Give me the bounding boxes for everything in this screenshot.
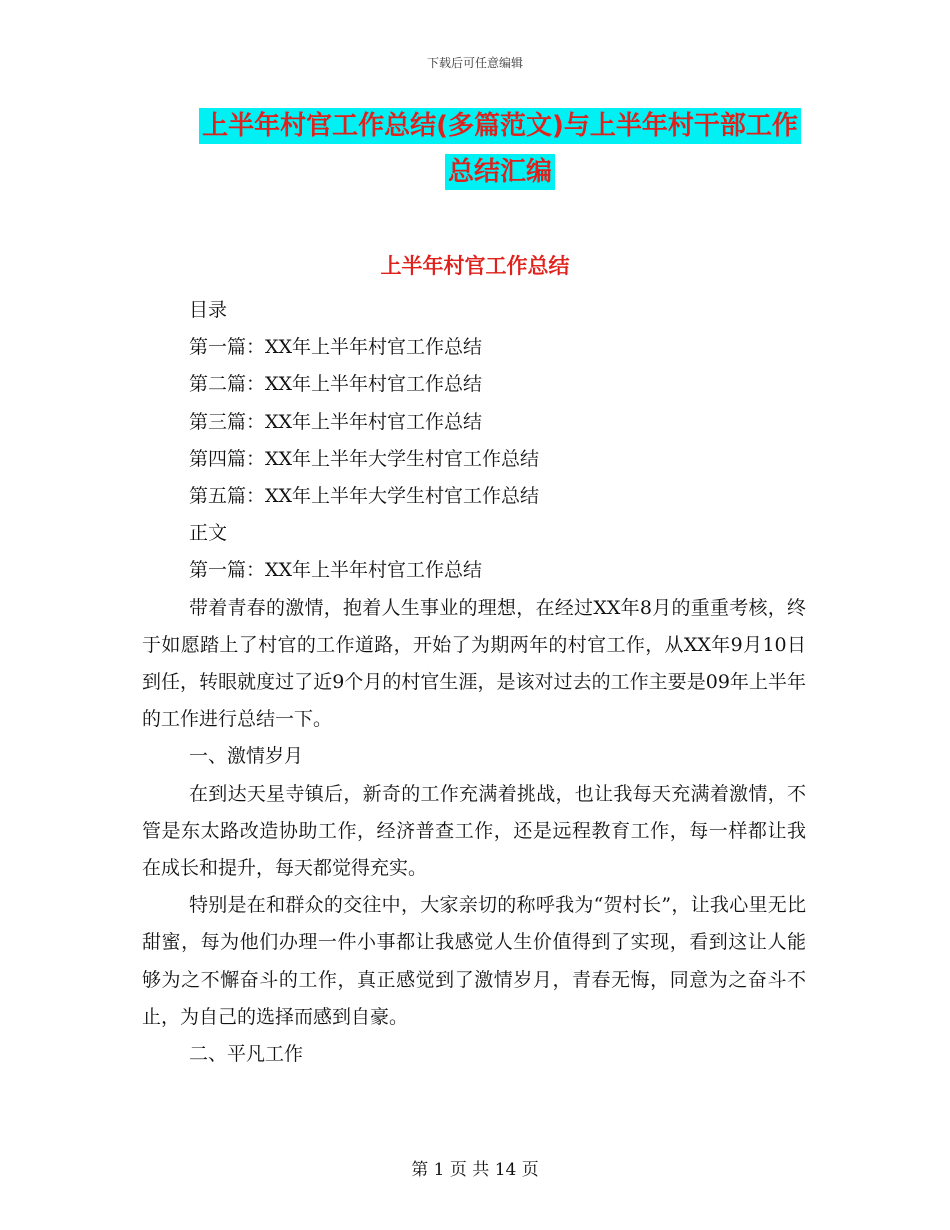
toc-item: 第一篇：XX年上半年村官工作总结 [189, 336, 483, 359]
title-line-1: 上半年村官工作总结(多篇范文)与上半年村干部工作 [199, 108, 801, 144]
body-label: 正文 [189, 522, 228, 545]
paragraph: 在到达天星寺镇后，新奇的工作充满着挑战，也让我每天充满着激情，不管是东太路改造协助工作，经济普查工作，还是远程教育工作，每一样都让我在成长和提升，每天都觉得充实。 [142, 782, 806, 879]
section-heading: 二、平凡工作 [189, 1042, 304, 1065]
toc-item: 第三篇：XX年上半年村官工作总结 [189, 410, 483, 433]
title-line-2: 总结汇编 [445, 154, 555, 190]
document-title [140, 108, 860, 190]
page-header: 下载后可任意编辑 [426, 56, 523, 70]
toc-item: 第四篇：XX年上半年大学生村官工作总结 [189, 447, 540, 470]
page-footer: 第 1 页 共 14 页 [411, 1160, 539, 1180]
intro-paragraph: 带着青春的激情，抱着人生事业的理想，在经过XX年8月的重重考核，终于如愿踏上了村官的工作道路，开始了为期两年的村官工作，从XX年9月10日到任，转眼就度过了近9个月的村官生涯，是该对过去的工作主要是09年上半年的工作进行总结一下。 [142, 596, 806, 731]
document-body [142, 292, 806, 1073]
toc-item: 第五篇：XX年上半年大学生村官工作总结 [189, 484, 540, 507]
section-heading: 一、激情岁月 [189, 745, 304, 768]
toc-label: 目录 [189, 299, 228, 321]
toc-item: 第二篇：XX年上半年村官工作总结 [189, 373, 483, 396]
section-title: 上半年村官工作总结 [380, 254, 570, 278]
paragraph: 特别是在和群众的交往中，大家亲切的称呼我为“贺村长”，让我心里无比甜蜜，每为他们办理一件小事都让我感觉人生价值得到了实现，看到这让人能够为之不懈奋斗的工作，真正感觉到了激情岁月，青春无悔，同意为之奋斗不止，为自己的选择而感到自豪。 [142, 894, 806, 1028]
chapter-title: 第一篇：XX年上半年村官工作总结 [189, 559, 483, 582]
